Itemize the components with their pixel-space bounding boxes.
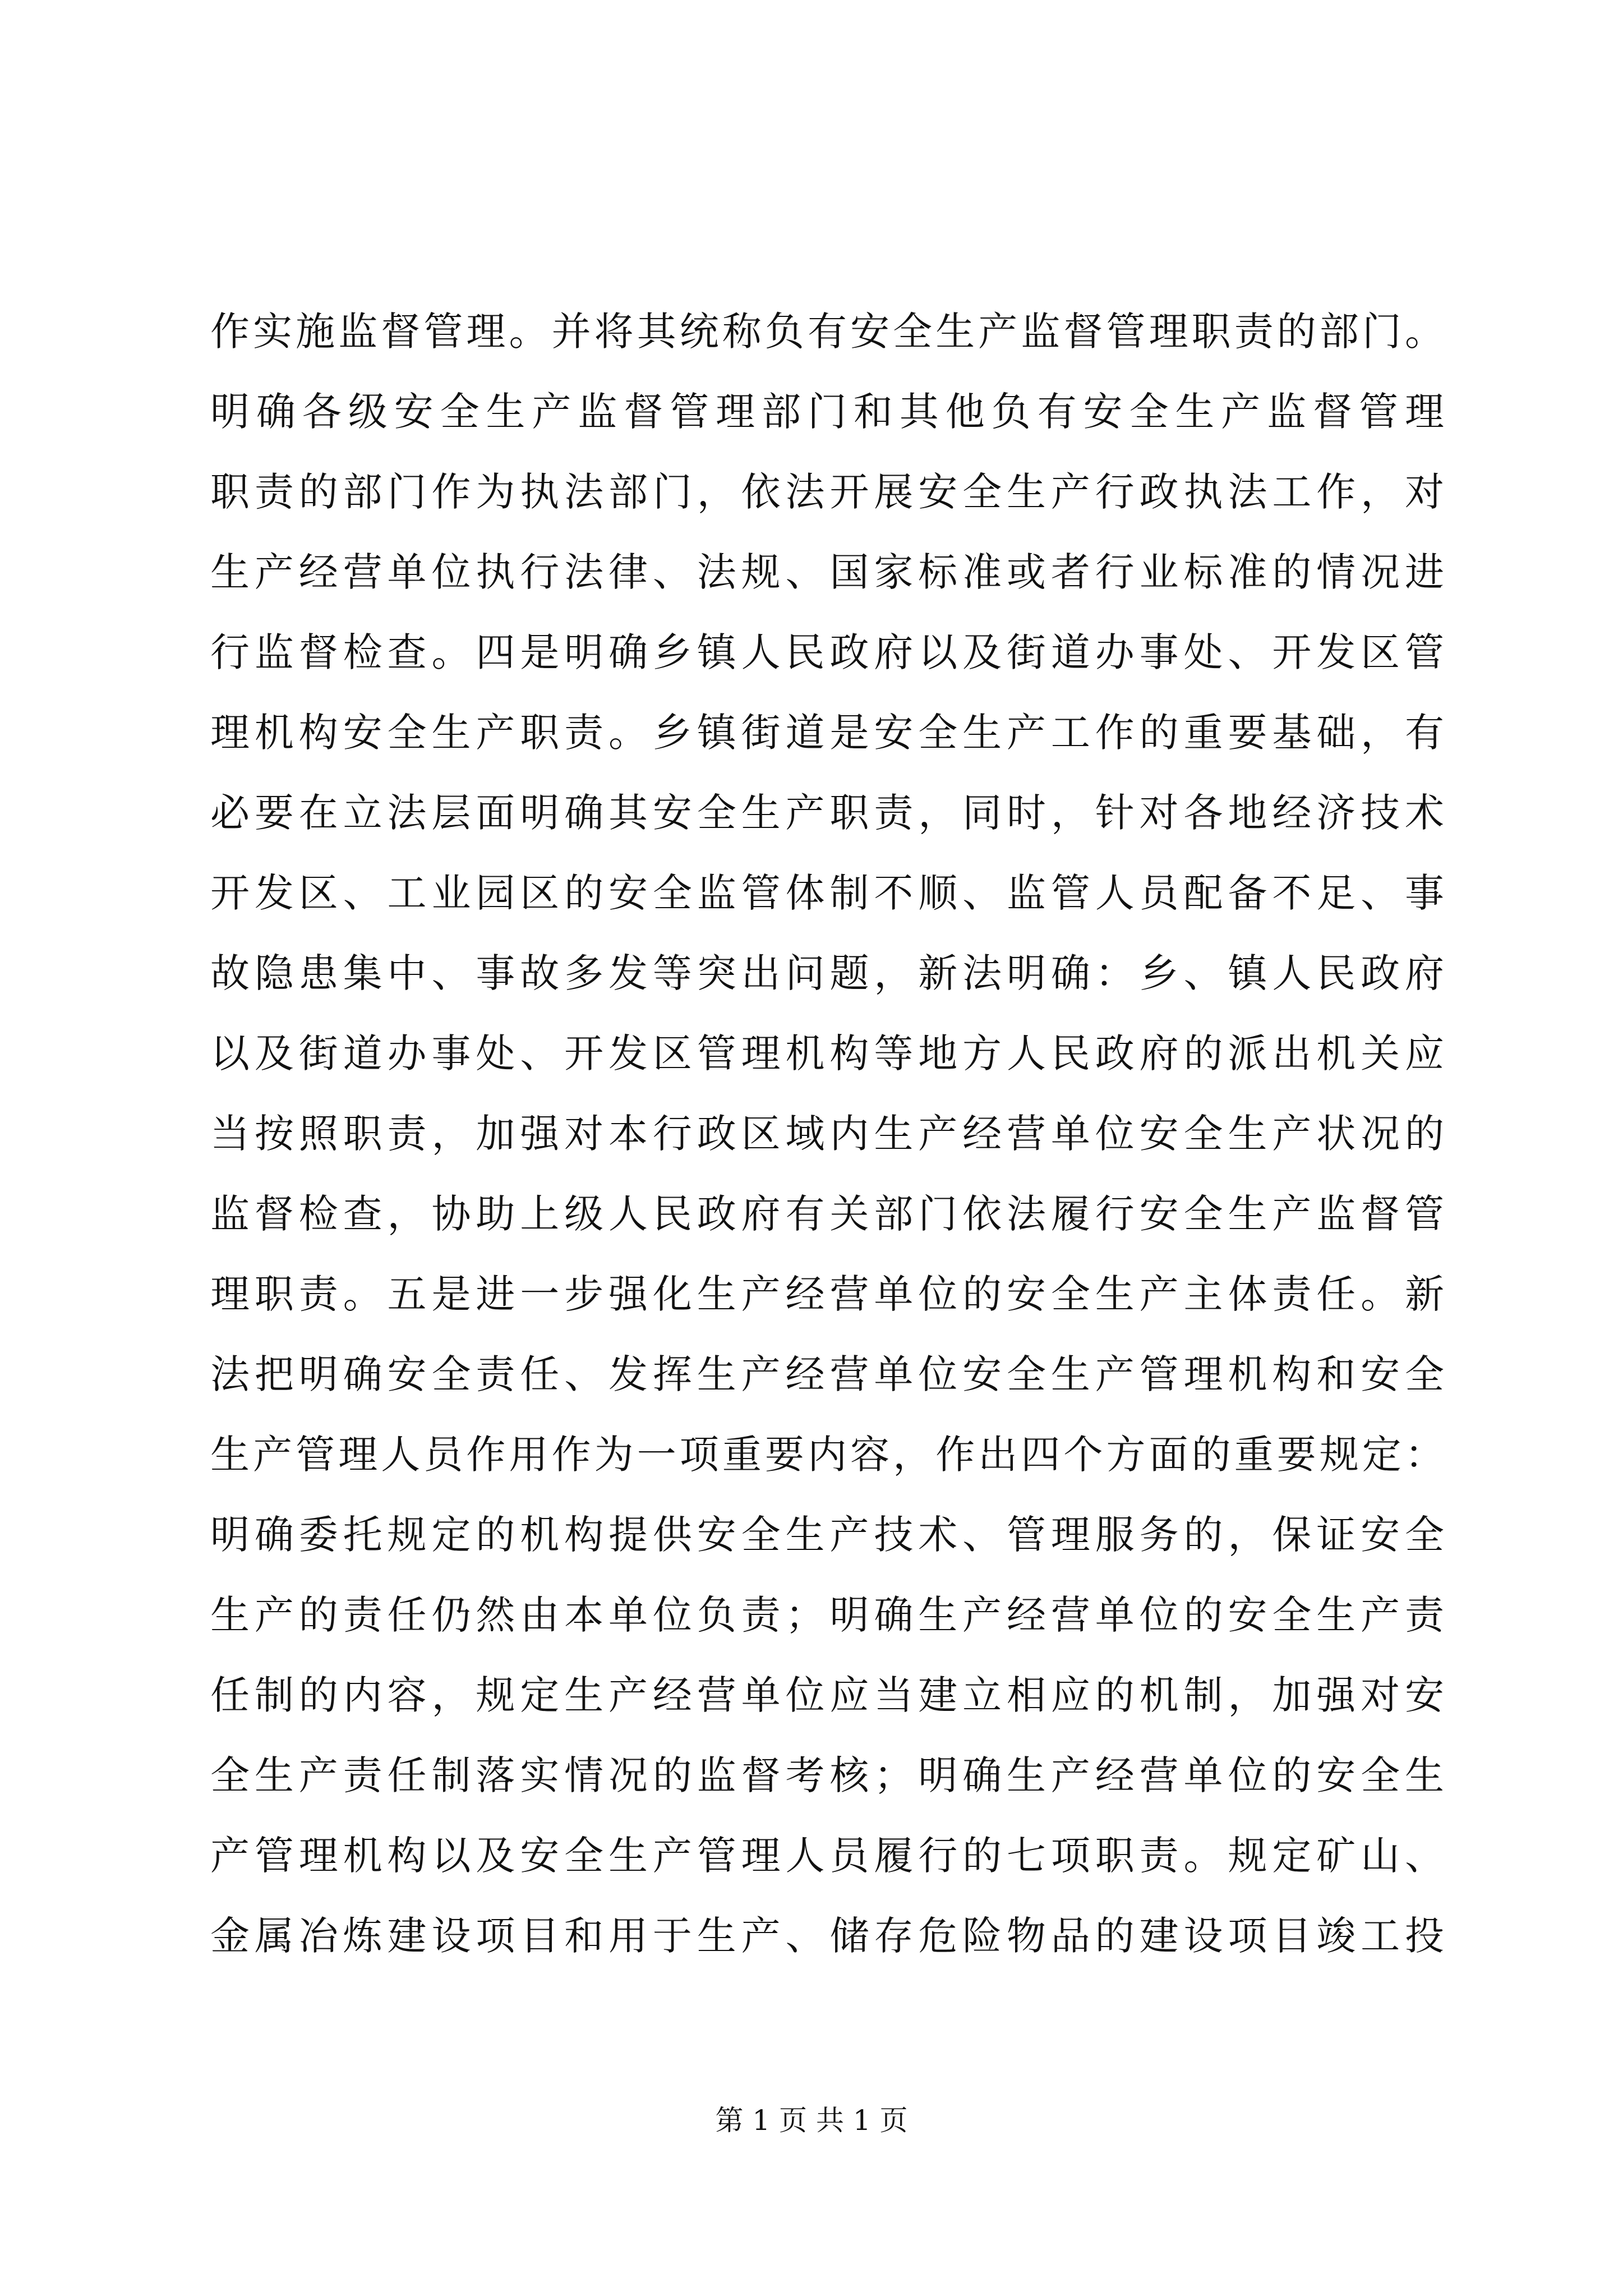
text-line: 任制的内容，规定生产经营单位应当建立相应的机制，加强对安 [210, 1672, 1444, 1718]
text-line: 作实施监督管理。并将其统称负有安全生产监督管理职责的部门。 [210, 309, 1444, 355]
text-line: 金属冶炼建设项目和用于生产、储存危险物品的建设项目竣工投 [210, 1913, 1444, 1959]
text-line: 生产管理人员作用作为一项重要内容，作出四个方面的重要规定： [210, 1432, 1444, 1478]
text-line: 产管理机构以及安全生产管理人员履行的七项职责。规定矿山、 [210, 1833, 1444, 1879]
text-line: 以及街道办事处、开发区管理机构等地方人民政府的派出机关应 [210, 1030, 1444, 1076]
text-line: 职责的部门作为执法部门，依法开展安全生产行政执法工作，对 [210, 469, 1444, 515]
text-line: 监督检查，协助上级人民政府有关部门依法履行安全生产监督管 [210, 1191, 1444, 1237]
text-line: 理职责。五是进一步强化生产经营单位的安全生产主体责任。新 [210, 1271, 1444, 1317]
text-line: 生产经营单位执行法律、法规、国家标准或者行业标准的情况进 [210, 549, 1444, 595]
text-line: 法把明确安全责任、发挥生产经营单位安全生产管理机构和安全 [210, 1351, 1444, 1397]
page-footer: 第 1 页 共 1 页 [715, 2104, 908, 2137]
body-text [210, 292, 1444, 1976]
text-line: 当按照职责，加强对本行政区域内生产经营单位安全生产状况的 [210, 1111, 1444, 1157]
text-line: 生产的责任仍然由本单位负责；明确生产经营单位的安全生产责 [210, 1592, 1444, 1638]
text-line: 行监督检查。四是明确乡镇人民政府以及街道办事处、开发区管 [210, 629, 1444, 675]
text-line: 理机构安全生产职责。乡镇街道是安全生产工作的重要基础，有 [210, 710, 1444, 756]
text-line: 故隐患集中、事故多发等突出问题，新法明确：乡、镇人民政府 [210, 950, 1444, 996]
text-line: 必要在立法层面明确其安全生产职责，同时，针对各地经济技术 [210, 790, 1444, 836]
text-line: 开发区、工业园区的安全监管体制不顺、监管人员配备不足、事 [210, 870, 1444, 916]
text-line: 明确各级安全生产监督管理部门和其他负有安全生产监督管理 [210, 389, 1444, 435]
text-line: 明确委托规定的机构提供安全生产技术、管理服务的，保证安全 [210, 1512, 1444, 1558]
text-line: 全生产责任制落实情况的监督考核；明确生产经营单位的安全生 [210, 1752, 1444, 1798]
